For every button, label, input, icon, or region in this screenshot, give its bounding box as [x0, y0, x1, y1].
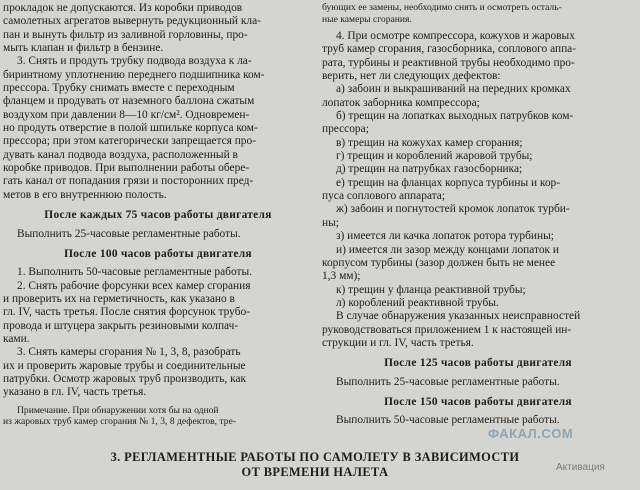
- text-line: гать канал от попадания грязи и посторонних пред-: [3, 175, 254, 188]
- text-line: мыть клапан и фильтр в бензине.: [3, 42, 164, 55]
- site-watermark: ФАКАЛ.COM: [488, 426, 574, 441]
- text-line: прессора; при этом категорически запрещается про-: [3, 135, 256, 148]
- text-line: 4. При осмотре компрессора, кожухов и жаровых: [336, 30, 575, 42]
- note-line: бующих ее замены, необходимо снять и осмотреть осталь-: [322, 2, 562, 13]
- text-line: и проверить их на герметичность, как указано в: [3, 292, 235, 305]
- list-item: пуса соплового аппарата;: [322, 190, 445, 203]
- text-line: пан и вынуть фильтр из заливной горловины, про-: [3, 28, 248, 41]
- text-line: указано в гл. IV, часть третья.: [3, 386, 147, 399]
- text-line: Выполнить 25-часовые регламентные работы.: [336, 375, 560, 388]
- list-item: е) трещин на фланцах корпуса турбины и кор-: [336, 176, 561, 189]
- note-line: ные камеры сгорания.: [322, 13, 412, 25]
- list-item: ж) забоин и погнутостей кромок лопаток турби-: [336, 203, 570, 216]
- right-column: [322, 2, 634, 428]
- activation-notice: Активация: [556, 462, 605, 473]
- list-item: б) трещин на лопатках выходных патрубков ком-: [336, 110, 574, 123]
- text-line: коробке приводов. При выполнении работы оберe-: [3, 162, 250, 175]
- text-line: прокладок не допускаются. Из коробки приводов: [3, 2, 243, 14]
- text-line: 3. Снять камеры сгорания № 1, 3, 8, разобрать: [17, 346, 241, 359]
- text-line: 2. Снять рабочие форсунки всех камер сгорания: [17, 279, 251, 292]
- heading-150-hours: После 150 часов работы двигателя: [384, 395, 572, 408]
- heading-125-hours: После 125 часов работы двигателя: [384, 357, 572, 370]
- text-line: но продуть отверстие в полой шпильке корпуса ком-: [3, 122, 258, 135]
- paragraph-item-3: [3, 55, 313, 202]
- note-line: Примечание. При обнаружении хотя бы на одной: [17, 404, 219, 416]
- text-line: труб камер сгорания, газосборника, соплового аппа-: [322, 43, 577, 56]
- text-line: провода и штуцера закрыть резиновыми колпач-: [3, 319, 239, 332]
- list-item: корпусом турбины (зазор должен быть не менее: [322, 256, 556, 269]
- list-item: в) трещин на кожухах камер сгорания;: [336, 136, 523, 149]
- list-item: ны;: [322, 216, 339, 229]
- text-line: рата, турбины и реактивной трубы необходимо про-: [322, 56, 575, 69]
- text-line: Выполнить 25-часовые регламентные работы.: [17, 227, 241, 240]
- text-line: Выполнить 50-часовые регламентные работы.: [336, 414, 560, 427]
- defect-list: [322, 83, 634, 310]
- text-line: руководствоваться приложением 1 к настоящей ин-: [322, 323, 572, 336]
- list-item: а) забоин и выкрашиваний на передних кромках: [336, 83, 571, 96]
- text-line: струкции и гл. IV, часть третья.: [322, 336, 474, 349]
- paragraph-guidance: [322, 310, 634, 350]
- section-title: [30, 450, 600, 480]
- text-line: их и проверить жаровые трубы и соединительные: [3, 359, 246, 372]
- list-item: г) трещин и короблений жаровой трубы;: [336, 150, 533, 163]
- text-line: 3. Снять и продуть трубку подвода воздуха к ла-: [17, 55, 252, 68]
- list-item: лопаток заборника компрессора;: [322, 96, 480, 109]
- heading-75-hours: После каждых 75 часов работы двигателя: [44, 209, 272, 222]
- paragraph-100-item-3: [3, 346, 313, 399]
- text-line: биринтному уплотнению переднего подшипника ком-: [3, 68, 265, 81]
- text-line: самолетных агрегатов вывернуть редукционный кла-: [3, 15, 261, 28]
- list-item: и) имеется ли зазор между концами лопаток и: [336, 243, 560, 256]
- text-line: патрубки. Осмотр жаровых труб производить, как: [3, 372, 247, 385]
- note: [3, 405, 313, 428]
- section-title-line: 3. РЕГЛАМЕНТНЫЕ РАБОТЫ ПО САМОЛЕТУ В ЗАВИСИМОСТИ: [110, 450, 520, 464]
- heading-100-hours: После 100 часов работы двигателя: [64, 247, 252, 260]
- list-item: 1,3 мм);: [322, 270, 361, 283]
- paragraph-100-item-2: [3, 280, 313, 347]
- text-line: гл. IV, часть третья. После снятия форсунок трубо-: [3, 306, 250, 319]
- note-line: из жаровых труб камер сгорания № 1, 3, 8 дефектов, тре-: [3, 416, 237, 428]
- text-line: метов в его внутреннюю полость.: [3, 188, 167, 201]
- text-line: прессора. Трубку снимать вместе с переходным: [3, 82, 235, 95]
- section-title-line: ОТ ВРЕМЕНИ НАЛЕТА: [241, 465, 389, 479]
- text-line: ками.: [3, 332, 30, 345]
- left-column: [3, 2, 313, 428]
- list-item: к) трещин у фланца реактивной трубы;: [336, 283, 526, 296]
- text-line: воздухом при давлении 8—10 кг/см². Одновремен-: [3, 108, 250, 121]
- paragraph-gasket: [3, 2, 313, 55]
- list-item: з) имеется ли качка лопаток ротора турбины;: [336, 230, 554, 243]
- text-line: верить, нет ли следующих дефектов:: [322, 70, 501, 83]
- text-line: 1. Выполнить 50-часовые регламентные работы.: [17, 266, 252, 279]
- paragraph-item-4: [322, 30, 634, 83]
- list-item: л) короблений реактивной трубы.: [336, 296, 499, 309]
- note-continuation: [322, 2, 634, 25]
- list-item: д) трещин на патрубках газосборника;: [336, 163, 523, 176]
- text-line: фланцем и продувать от наземного баллона сжатым: [3, 95, 255, 108]
- list-item: прессора;: [322, 123, 369, 136]
- text-line: В случае обнаружения указанных неисправностей: [336, 310, 581, 323]
- text-line: дувать канал подвода воздуха, расположенный в: [3, 148, 238, 161]
